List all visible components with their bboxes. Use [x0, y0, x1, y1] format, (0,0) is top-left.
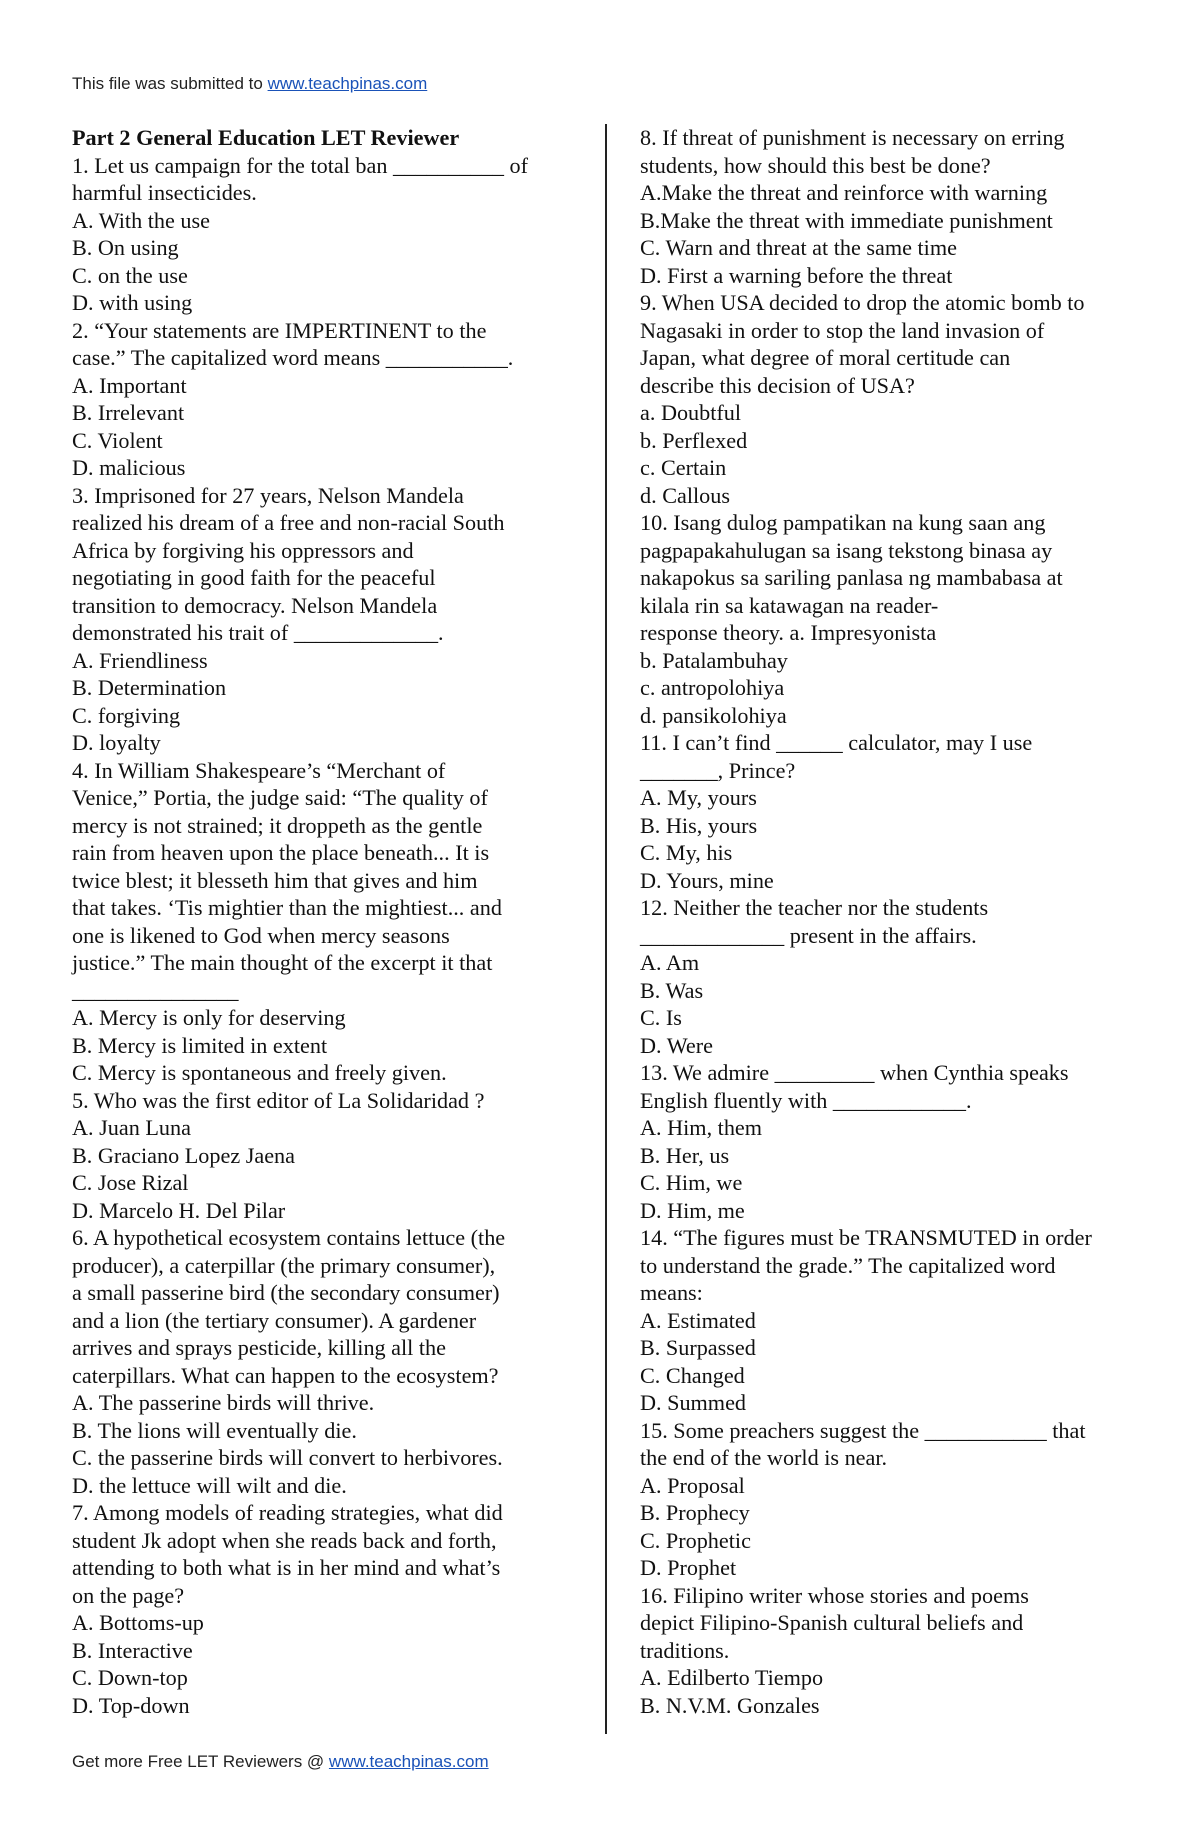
text-line: a. Doubtful: [640, 400, 742, 425]
text-line: C. the passerine birds will convert to herbivores.: [72, 1445, 503, 1470]
text-line: D. the lettuce will wilt and die.: [72, 1472, 347, 1498]
text-line: 15. Some preachers suggest the ___________ that: [640, 1417, 1086, 1443]
text-line: 1. Let us campaign for the total ban __________ of: [72, 152, 528, 178]
text-line: English fluently with ____________.: [640, 1087, 972, 1113]
text-line: B. His, yours: [640, 812, 758, 838]
text-line: attending to both what is in her mind and what’s: [72, 1555, 501, 1580]
text-line: on the page?: [72, 1582, 185, 1608]
header-link[interactable]: www.teachpinas.com: [267, 74, 428, 93]
text-line: _______________: [72, 977, 239, 1003]
text-line: Venice,” Portia, the judge said: “The quality of: [72, 785, 488, 810]
footer-link[interactable]: www.teachpinas.com: [328, 1752, 489, 1771]
text-line: case.” The capitalized word means ___________.: [72, 345, 514, 370]
footer-text: Get more Free LET Reviewers @: [72, 1752, 329, 1771]
text-line: rain from heaven upon the place beneath... It is: [72, 840, 490, 865]
text-line: producer), a caterpillar (the primary consumer),: [72, 1252, 496, 1278]
text-line: C. on the use: [72, 262, 188, 288]
text-line: A. Friendliness: [72, 647, 208, 673]
text-line: D. with using: [72, 290, 193, 315]
text-line: arrives and sprays pesticide, killing all the: [72, 1335, 447, 1360]
text-line: 9. When USA decided to drop the atomic bomb to: [640, 290, 1085, 315]
text-line: 8. If threat of punishment is necessary on erring: [640, 125, 1065, 150]
text-line: mercy is not strained; it droppeth as the gentle: [72, 812, 483, 838]
text-line: B. Graciano Lopez Jaena: [72, 1142, 296, 1168]
text-line: _____________ present in the affairs.: [640, 922, 977, 948]
text-line: B.Make the threat with immediate punishment: [640, 207, 1053, 233]
text-line: D. Him, me: [640, 1197, 745, 1223]
text-line: C. Jose Rizal: [72, 1170, 189, 1195]
text-line: 6. A hypothetical ecosystem contains lettuce (the: [72, 1225, 506, 1250]
text-line: nakapokus sa sariling panlasa ng mambabasa at: [640, 565, 1063, 590]
text-line: B. N.V.M. Gonzales: [640, 1692, 820, 1718]
text-line: A. Important: [72, 372, 187, 398]
text-line: traditions.: [640, 1637, 730, 1663]
text-line: that takes. ‘Tis mightier than the mightiest... and: [72, 895, 502, 920]
text-line: twice blest; it blesseth him that gives and him: [72, 867, 478, 893]
page-footer: [72, 1752, 489, 1772]
text-line: C. forgiving: [72, 702, 181, 728]
text-line: justice.” The main thought of the excerpt it that: [72, 950, 493, 975]
text-line: C. Down-top: [72, 1665, 188, 1690]
text-line: 16. Filipino writer whose stories and poems: [640, 1582, 1029, 1608]
text-line: 13. We admire _________ when Cynthia speaks: [640, 1060, 1069, 1085]
text-line: D. malicious: [72, 455, 186, 480]
text-line: one is likened to God when mercy seasons: [72, 922, 450, 948]
text-line: A. Edilberto Tiempo: [640, 1665, 824, 1690]
text-line: C. Warn and threat at the same time: [640, 235, 957, 260]
text-line: and a lion (the tertiary consumer). A gardener: [72, 1307, 477, 1333]
text-line: negotiating in good faith for the peaceful: [72, 565, 436, 590]
text-line: 10. Isang dulog pampatikan na kung saan ang: [640, 510, 1046, 535]
text-line: A.Make the threat and reinforce with warning: [640, 180, 1048, 205]
text-line: transition to democracy. Nelson Mandela: [72, 592, 438, 618]
text-line: 14. “The figures must be TRANSMUTED in order: [640, 1225, 1092, 1250]
text-line: C. Changed: [640, 1362, 745, 1388]
text-line: c. antropolohiya: [640, 675, 785, 700]
page-header: [72, 74, 427, 94]
text-line: B. Interactive: [72, 1637, 193, 1663]
text-line: Japan, what degree of moral certitude can: [640, 345, 1011, 370]
text-line: response theory. a. Impresyonista: [640, 620, 937, 645]
text-line: B. Mercy is limited in extent: [72, 1032, 328, 1058]
text-line: D. Prophet: [640, 1555, 737, 1580]
text-line: B. Irrelevant: [72, 400, 185, 425]
text-line: 5. Who was the first editor of La Solidaridad ?: [72, 1087, 485, 1113]
text-line: the end of the world is near.: [640, 1445, 888, 1470]
left-column: [72, 124, 592, 1719]
header-text: This file was submitted to: [72, 74, 268, 93]
right-column: [640, 124, 1160, 1719]
text-line: students, how should this best be done?: [640, 152, 991, 178]
text-line: depict Filipino-Spanish cultural beliefs and: [640, 1610, 1024, 1635]
text-line: A. Estimated: [640, 1307, 756, 1333]
text-line: D. loyalty: [72, 730, 161, 755]
text-line: C. Violent: [72, 427, 163, 453]
text-line: B. On using: [72, 235, 179, 260]
text-line: demonstrated his trait of _____________.: [72, 620, 444, 645]
document-title: Part 2 General Education LET Reviewer: [72, 125, 460, 150]
text-line: c. Certain: [640, 455, 727, 480]
text-line: C. Is: [640, 1005, 682, 1030]
text-line: B. Was: [640, 977, 704, 1003]
text-line: 11. I can’t find ______ calculator, may I use: [640, 730, 1033, 755]
text-line: 2. “Your statements are IMPERTINENT to the: [72, 317, 487, 343]
text-line: a small passerine bird (the secondary consumer): [72, 1280, 500, 1305]
text-line: C. Mercy is spontaneous and freely given.: [72, 1060, 447, 1085]
text-line: 7. Among models of reading strategies, what did: [72, 1500, 503, 1525]
text-line: describe this decision of USA?: [640, 372, 915, 398]
text-line: A. My, yours: [640, 785, 757, 810]
text-line: B. The lions will eventually die.: [72, 1417, 357, 1443]
text-line: kilala rin sa katawagan na reader-: [640, 592, 939, 618]
text-line: C. My, his: [640, 840, 733, 865]
text-line: D. Marcelo H. Del Pilar: [72, 1197, 286, 1223]
text-line: b. Perflexed: [640, 427, 748, 453]
text-line: C. Prophetic: [640, 1527, 751, 1553]
text-line: A. Juan Luna: [72, 1115, 191, 1140]
text-line: B. Surpassed: [640, 1335, 756, 1360]
column-divider: [605, 124, 607, 1734]
text-line: d. pansikolohiya: [640, 702, 787, 728]
text-line: D. Were: [640, 1032, 713, 1058]
text-line: realized his dream of a free and non-racial South: [72, 510, 505, 535]
text-line: C. Him, we: [640, 1170, 743, 1195]
text-line: harmful insecticides.: [72, 180, 257, 205]
text-line: D. First a warning before the threat: [640, 262, 953, 288]
text-line: A. Him, them: [640, 1115, 763, 1140]
text-line: 3. Imprisoned for 27 years, Nelson Mandela: [72, 482, 464, 508]
text-line: b. Patalambuhay: [640, 647, 788, 673]
text-line: A. Mercy is only for deserving: [72, 1005, 346, 1030]
text-line: pagpapakahulugan sa isang tekstong binasa ay: [640, 537, 1053, 563]
text-line: A. The passerine birds will thrive.: [72, 1390, 375, 1415]
text-line: A. Proposal: [640, 1472, 745, 1498]
text-line: student Jk adopt when she reads back and forth,: [72, 1527, 497, 1553]
text-line: D. Top-down: [72, 1692, 190, 1718]
text-line: means:: [640, 1280, 703, 1305]
text-line: A. Bottoms-up: [72, 1610, 204, 1635]
text-line: B. Her, us: [640, 1142, 730, 1168]
text-line: A. With the use: [72, 207, 210, 233]
text-line: 4. In William Shakespeare’s “Merchant of: [72, 757, 446, 783]
text-line: _______, Prince?: [640, 757, 796, 783]
text-line: B. Determination: [72, 675, 227, 700]
text-line: caterpillars. What can happen to the ecosystem?: [72, 1362, 499, 1388]
text-line: d. Callous: [640, 482, 730, 508]
text-line: B. Prophecy: [640, 1500, 750, 1525]
text-line: Nagasaki in order to stop the land invasion of: [640, 317, 1045, 343]
text-line: D. Yours, mine: [640, 867, 774, 893]
text-line: to understand the grade.” The capitalized word: [640, 1252, 1056, 1278]
text-line: D. Summed: [640, 1390, 747, 1415]
text-line: 12. Neither the teacher nor the students: [640, 895, 989, 920]
text-line: A. Am: [640, 950, 700, 975]
text-line: Africa by forgiving his oppressors and: [72, 537, 414, 563]
